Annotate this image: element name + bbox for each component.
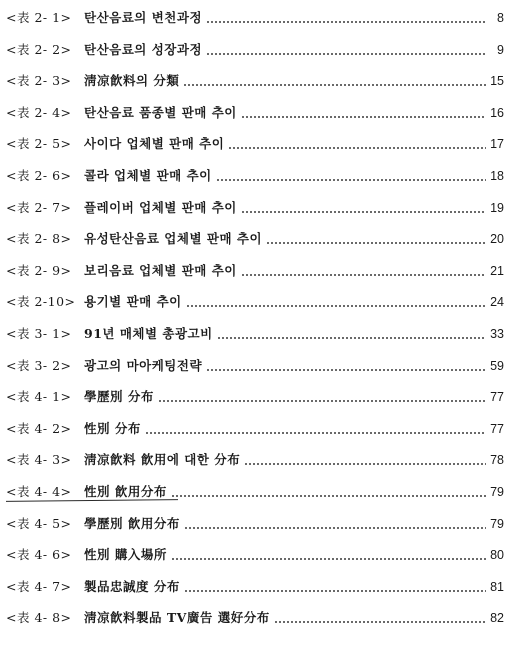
table-number-label: <表 2- 3>: [6, 73, 72, 89]
table-number-label: <表 2- 9>: [6, 262, 72, 278]
table-title: 탄산음료 품종별 판매 추이: [84, 104, 237, 120]
dot-leader: [244, 449, 486, 471]
dot-leader: [184, 576, 486, 598]
toc-entry[interactable]: [6, 544, 504, 566]
page-number: 77: [490, 421, 504, 436]
table-title: 製品忠誠度 分布: [84, 578, 180, 594]
table-title: 學歷別 飮用分布: [84, 515, 180, 531]
page-number: 78: [490, 453, 504, 468]
page-number: 33: [490, 327, 504, 341]
dot-leader: [171, 481, 486, 503]
page-number: 16: [490, 105, 504, 120]
page-number: 15: [490, 74, 504, 89]
toc-entry[interactable]: [6, 228, 504, 250]
table-number-label: <表 3- 2>: [6, 357, 72, 373]
table-title: 91년 매체별 총광고비: [84, 326, 213, 341]
table-title: 淸凉飮料製品 TV廣告 選好分布: [84, 610, 270, 626]
page-number: 24: [490, 295, 504, 310]
table-title: 유성탄산음료 업체별 판매 추이: [84, 231, 263, 247]
toc-entry[interactable]: [6, 386, 504, 408]
page-number: 17: [490, 137, 504, 152]
table-title: 용기별 판매 추이: [84, 294, 182, 310]
page-number: 82: [490, 611, 504, 626]
table-number-label: <表 2- 5>: [6, 136, 72, 152]
page-number: 18: [490, 169, 504, 183]
toc-entry[interactable]: [6, 260, 504, 282]
table-title: 淸凉飮料의 分類: [84, 73, 180, 89]
toc-entry[interactable]: [6, 197, 504, 219]
toc-entry[interactable]: [6, 7, 504, 29]
table-title: 탄산음료의 변천과정: [84, 10, 203, 25]
toc-entry[interactable]: [6, 418, 504, 440]
dot-leader: [158, 386, 486, 408]
table-number-label: <表 2-10>: [6, 294, 76, 310]
dot-leader: [216, 165, 486, 187]
table-number-label: <表 2- 4>: [6, 104, 72, 120]
table-number-label: <表 4- 2>: [6, 420, 72, 436]
table-title: 性別 分布: [84, 420, 141, 436]
toc-entry[interactable]: [6, 323, 504, 345]
table-number-label: <表 4- 6>: [6, 547, 72, 563]
page-number: 77: [490, 390, 504, 405]
toc-entry[interactable]: [6, 70, 504, 92]
table-number-label: <表 4- 1>: [6, 389, 72, 405]
dot-leader: [183, 70, 486, 92]
dot-leader: [206, 7, 486, 29]
table-title: 광고의 마아케팅전략: [84, 357, 203, 373]
table-title: 學歷別 分布: [84, 389, 154, 405]
table-title: 性別 飮用分布: [84, 484, 167, 499]
dot-leader: [241, 260, 486, 282]
page-number: 19: [490, 200, 504, 215]
table-number-label: <表 2- 8>: [6, 231, 72, 247]
table-title: 탄산음료의 성장과정: [84, 41, 203, 57]
page-number: 79: [490, 485, 504, 499]
toc-entry[interactable]: [6, 449, 504, 471]
dot-leader: [241, 102, 486, 124]
dot-leader: [274, 607, 486, 629]
table-title: 플레이버 업체별 판매 추이: [84, 199, 237, 215]
table-number-label: <表 4- 3>: [6, 452, 72, 468]
toc-entry[interactable]: [6, 133, 504, 155]
table-title: 性別 購入場所: [84, 547, 167, 563]
table-title: 보리음료 업체별 판매 추이: [84, 262, 237, 278]
table-number-label: <表 2- 1>: [6, 10, 72, 25]
page-number: 21: [490, 263, 504, 278]
dot-leader: [206, 355, 486, 377]
toc-entry[interactable]: [6, 513, 504, 535]
toc-entry[interactable]: [6, 39, 504, 61]
dot-leader: [145, 418, 486, 440]
page-number: 8: [497, 11, 504, 25]
page-number: 80: [490, 548, 504, 563]
toc-entry[interactable]: [6, 355, 504, 377]
page-number: 59: [490, 358, 504, 373]
table-title: 사이다 업체별 판매 추이: [84, 136, 225, 152]
toc-entry[interactable]: [6, 165, 504, 187]
table-number-label: <表 4- 4>: [6, 484, 72, 499]
table-number-label: <表 3- 1>: [6, 326, 72, 341]
dot-leader: [266, 228, 486, 250]
table-number-label: <表 4- 5>: [6, 515, 72, 531]
dot-leader: [184, 513, 486, 535]
table-title: 淸凉飮料 飮用에 대한 分布: [84, 452, 241, 468]
page-number: 79: [490, 516, 504, 531]
table-number-label: <表 4- 8>: [6, 610, 72, 626]
table-number-label: <表 2- 6>: [6, 168, 72, 183]
dot-leader: [171, 544, 486, 566]
toc-entry[interactable]: [6, 576, 504, 598]
dot-leader: [241, 197, 486, 219]
toc-entry[interactable]: [6, 102, 504, 124]
page-number: 81: [490, 579, 504, 594]
toc-entry[interactable]: [6, 291, 504, 313]
table-title: 콜라 업체별 판매 추이: [84, 168, 212, 183]
dot-leader: [217, 323, 486, 345]
dot-leader: [206, 39, 486, 61]
table-number-label: <表 2- 7>: [6, 199, 72, 215]
page-number: 9: [497, 42, 504, 57]
page-number: 20: [490, 232, 504, 247]
dot-leader: [228, 133, 486, 155]
table-number-label: <表 4- 7>: [6, 578, 72, 594]
dot-leader: [186, 291, 486, 313]
toc-entry[interactable]: [6, 607, 504, 629]
table-number-label: <表 2- 2>: [6, 41, 72, 57]
